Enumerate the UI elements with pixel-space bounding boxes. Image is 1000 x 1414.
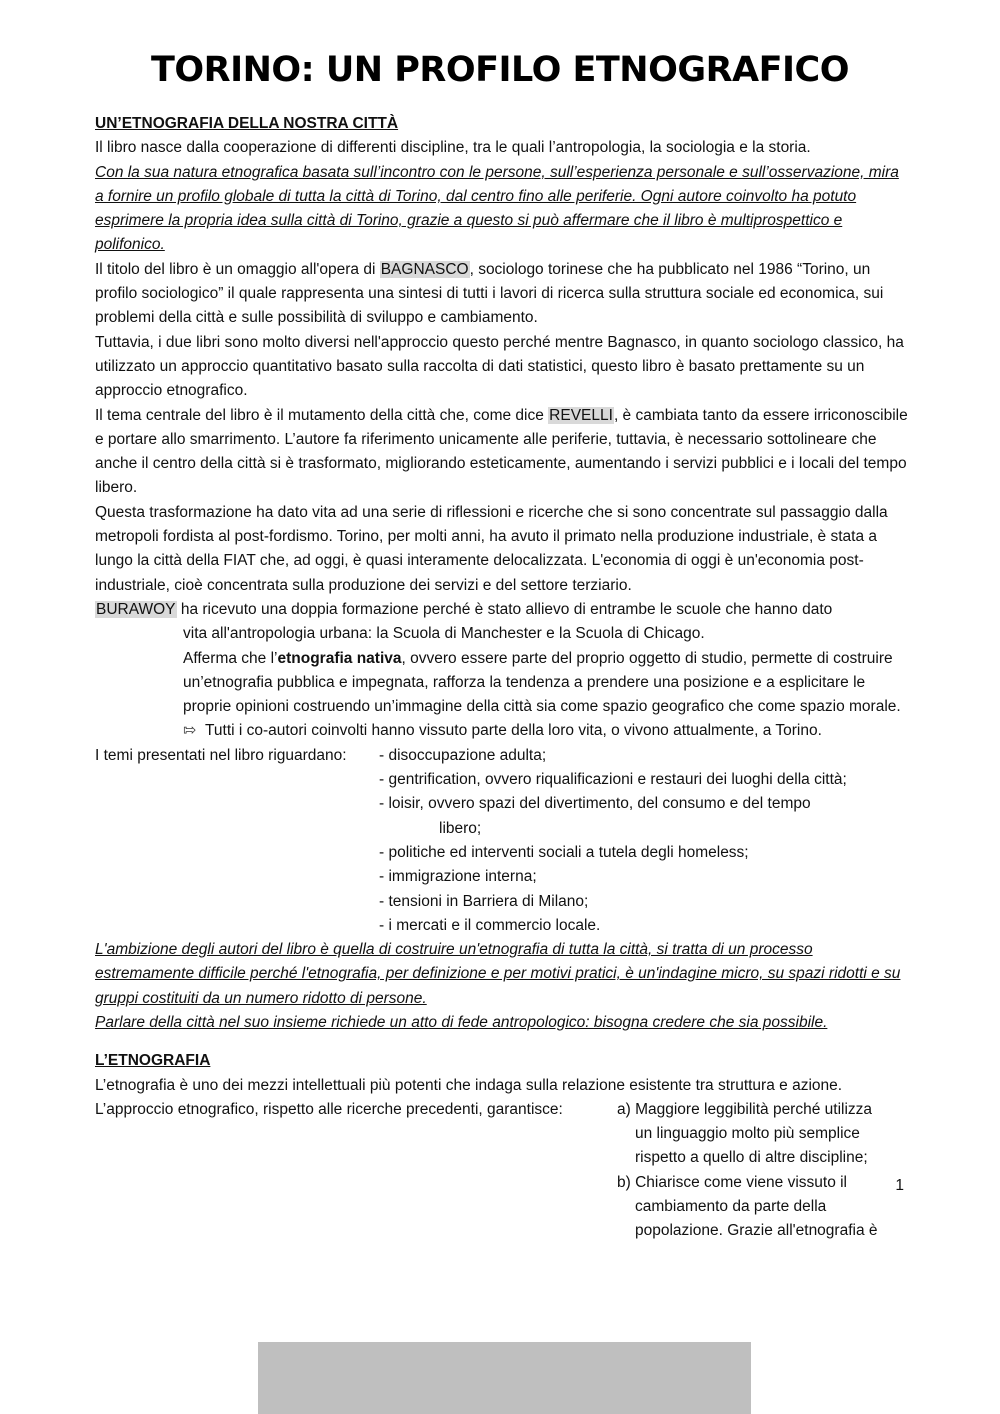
paragraph-intro: Il libro nasce dalla cooperazione di differenti discipline, tra le quali l’antropologia, la sociologia e la storia. <box>95 139 811 157</box>
text-run: Afferma che l’ <box>183 649 278 667</box>
list-item: - loisir, ovvero spazi del divertimento, del consumo e del tempo <box>379 795 811 813</box>
text-run: Tutti i co-autori coinvolti hanno vissuto parte della loro vita, o vivono attualmente, a Torino. <box>205 722 822 740</box>
approach-b-line: b) Chiarisce come viene vissuto il <box>617 1173 848 1191</box>
paragraph-approach-difference: Tuttavia, i due libri sono molto diversi nell'approccio questo perché mentre Bagnasco, in quanto sociologo classico, ha utilizzato un approccio quantitativo basato sulla raccolta di dati statistici, questo libro è basato prettamente su un approccio etnografico. <box>95 333 904 400</box>
highlight-bagnasco: BAGNASCO <box>380 260 469 278</box>
text-run: ha ricevuto una doppia formazione perché è stato allievo di entrambe le scuole che hanno dato <box>176 600 833 618</box>
list-item: - politiche ed interventi sociali a tutela degli homeless; <box>379 843 749 861</box>
highlight-revelli: REVELLI <box>549 406 613 424</box>
arrow-icon: ⇰ <box>183 722 196 740</box>
section-heading-etnografia: L’ETNOGRAFIA <box>95 1052 211 1070</box>
list-item: - disoccupazione adulta; <box>379 746 547 764</box>
document-body <box>95 112 910 1244</box>
approach-b-line: cambiamento da parte della <box>635 1198 827 1216</box>
paragraph-emphasis-nature: Con la sua natura etnografica basata sull’incontro con le persone, sull’esperienza personale e sull’osservazione, mira a fornire un profilo globale di tutta la città di Torino, dal centro fino alle periferie. Ogni autore coinvolto ha potuto esprimere la propria idea sulla città di Torino, grazie a questo si può affermare che il libro è multiprospettico e polifonico. <box>95 163 899 254</box>
list-item: - tensioni in Barriera di Milano; <box>379 892 589 910</box>
text-run: Il titolo del libro è un omaggio all'opera di <box>95 260 380 278</box>
paragraph-faith: Parlare della città nel suo insieme richiede un atto di fede antropologico: bisogna credere che sia possibile. <box>95 1013 828 1031</box>
paragraph-transformation: Questa trasformazione ha dato vita ad una serie di riflessioni e ricerche che si sono concentrate sul passaggio dalla metropoli fordista al post-fordismo. Torino, per molti anni, ha avuto il primato nella produzione industriale, è stata a lungo la città della FIAT che, ad oggi, è quasi interamente delocalizzata. L'economia di oggi è un'economia post-industriale, cioè concentrata sulla produzione dei servizi e del settore terziario. <box>95 503 888 594</box>
page-number: 1 <box>895 1177 904 1194</box>
list-item: - gentrification, ovvero riqualificazioni e restauri dei luoghi della città; <box>379 771 847 789</box>
paragraph-coauthors <box>95 719 910 743</box>
bold-etnografia-nativa: etnografia nativa <box>277 649 402 667</box>
page-title: TORINO: UN PROFILO ETNOGRAFICO <box>151 50 849 90</box>
spacer <box>95 1035 910 1049</box>
themes-list <box>95 744 910 938</box>
approach-a-line: a) Maggiore leggibilità perché utilizza <box>617 1100 873 1118</box>
highlight-burawoy: BURAWOY <box>96 600 176 618</box>
text-run: , è cambiata tanto da essere irriconoscibile e portare allo smarrimento. L’autore fa riferimento unicamente alle periferie, tuttavia, è necessario sottolineare che anche il centro della città si è trasformato, migliorando esteticamente, aumentando i servizi pubblici e i locali del tempo libero. <box>95 406 908 497</box>
footer-gray-box <box>258 1342 751 1414</box>
approach-a-line: rispetto a quello di altre discipline; <box>635 1149 868 1167</box>
approach-item-b <box>95 1171 910 1244</box>
text-run: Il tema centrale del libro è il mutamento della città che, come dice <box>95 406 549 424</box>
themes-lead: I temi presentati nel libro riguardano: <box>95 746 347 764</box>
list-item: - i mercati e il commercio locale. <box>379 916 601 934</box>
text-run: , ovvero essere parte del proprio oggetto di studio, permette di costruire un’etnografia pubblica e impegnata, rafforza la tendenza a prendere una posizione e a esplicitare le proprie opinioni costruendo un’immagine della città sia come spazio geografico che come spazio morale. <box>183 649 901 716</box>
list-item: - immigrazione interna; <box>379 868 537 886</box>
paragraph-ambition: L'ambizione degli autori del libro è quella di costruire un'etnografia di tutta la città, si tratta di un processo estremamente difficile perché l'etnografia, per definizione e per motivi pratici, è un'indagine micro, su spazi ridotti e su gruppi costituiti da un numero ridotto di persone. <box>95 941 901 1007</box>
approach-a-line: un linguaggio molto più semplice <box>635 1125 860 1143</box>
paragraph-etnografia-def: L’etnografia è uno dei mezzi intellettuali più potenti che indaga sulla relazione esistente tra struttura e azione. <box>95 1076 843 1094</box>
paragraph-native-ethnography <box>95 647 910 720</box>
paragraph-title-homage <box>95 258 910 331</box>
list-item: libero; <box>439 819 482 837</box>
text-run: , sociologo torinese che ha pubblicato nel 1986 “Torino, un profilo sociologico” il quale rappresenta una sintesi di tutti i lavori di ricerca sulla struttura sociale ed economica, sui problemi della città e sulle possibilità di sviluppo e cambiamento. <box>95 260 884 327</box>
paragraph-central-theme <box>95 404 910 501</box>
paragraph-approach-lead: L’approccio etnografico, rispetto alle ricerche precedenti, garantisce: <box>95 1100 563 1118</box>
approach-b-line: popolazione. Grazie all'etnografia è <box>635 1222 878 1240</box>
paragraph-burawoy-cont: vita all'antropologia urbana: la Scuola di Manchester e la Scuola di Chicago. <box>183 625 705 643</box>
themes-block <box>95 744 910 938</box>
section-heading-etnografia-citta: UN’ETNOGRAFIA DELLA NOSTRA CITTÀ <box>95 115 399 132</box>
paragraph-burawoy <box>95 598 910 622</box>
